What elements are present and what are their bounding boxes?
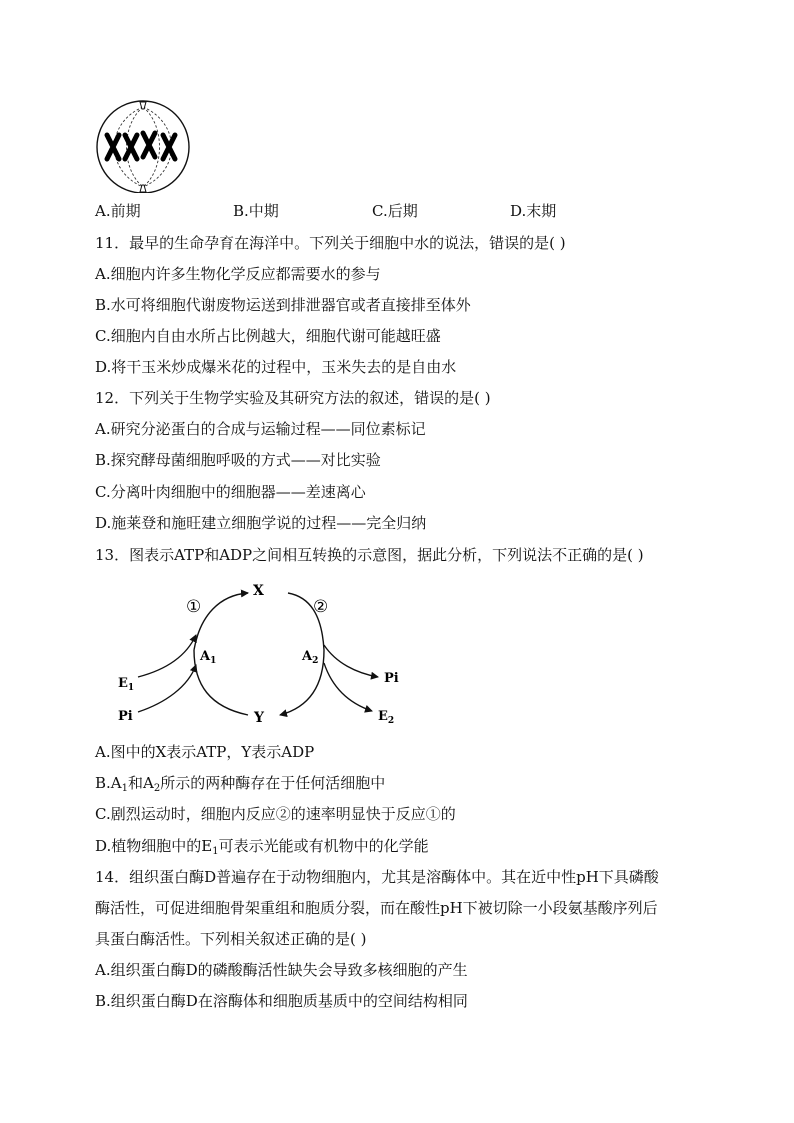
arrow-e1-in [138,635,196,677]
q10-option-a: A.前期 [95,202,141,220]
q13-c-part2: 的速率明显快于反应 [290,805,426,823]
q14-stem-line1: 14．组织蛋白酶D普遍存在于动物细胞内，尤其是溶酶体中。其在近中性pH下具磷酸 [95,868,659,886]
q13-d-sub1: 1 [212,846,219,857]
label-a2: A [302,649,313,664]
q10-option-d: D.末期 [510,202,557,220]
label-pi-in: Pi [118,709,133,724]
q12-option-c: C.分离叶肉细胞中的细胞器——差速离心 [95,483,366,501]
svg-text:A1 [199,649,216,666]
svg-text:A2 [301,649,318,666]
label-step2: ② [313,597,329,617]
q11-option-a: A.细胞内许多生物化学反应都需要水的参与 [95,265,381,283]
q12-stem: 12．下列关于生物学实验及其研究方法的叙述，错误的是( ) [95,389,491,407]
chromosomes [107,133,175,159]
q13-b-part1: B.A [95,774,122,792]
q13-c-mark2: ② [275,805,291,823]
q13-b-sub1: 1 [121,783,128,794]
q13-stem: 13．图表示ATP和ADP之间相互转换的示意图，据此分析，下列说法不正确的是( ) [95,546,644,564]
centriole-bottom [140,185,146,192]
label-e2-sub: 2 [387,716,395,726]
q13-option-d [95,836,429,856]
q13-b-sub2: 2 [153,783,161,794]
q12-option-a: A.研究分泌蛋白的合成与运输过程——同位素标记 [95,420,426,438]
label-e2: E [378,709,388,724]
q13-c-part3: 的 [440,805,456,823]
atp-adp-cycle-diagram [110,575,410,735]
q14-option-a: A.组织蛋白酶D的磷酸酶活性缺失会导致多核细胞的产生 [95,961,468,979]
q10-option-b: B.中期 [233,202,279,220]
q13-d-part1: D.植物细胞中的E [95,837,213,855]
q11-option-b: B.水可将细胞代谢废物运送到排泄器官或者直接排至体外 [95,296,471,314]
svg-text:E1 [118,676,134,693]
q11-option-d: D.将干玉米炒成爆米花的过程中，玉米失去的是自由水 [95,358,457,376]
arrow-pi-out [324,645,378,677]
label-a1-sub: 1 [210,656,217,666]
label-x: X [253,583,264,599]
label-e1: E [118,676,128,691]
q13-d-part2: 可表示光能或有机物中的化学能 [218,837,429,855]
label-y: Y [254,710,264,726]
label-a1: A [200,649,211,664]
q12-option-d: D.施莱登和施旺建立细胞学说的过程——完全归纳 [95,514,427,532]
q14-option-b: B.组织蛋白酶D在溶酶体和细胞质基质中的空间结构相同 [95,992,468,1010]
q10-option-c: C.后期 [372,202,418,220]
q11-option-c: C.细胞内自由水所占比例越大，细胞代谢可能越旺盛 [95,327,441,345]
q11-stem: 11．最早的生命孕育在海洋中。下列关于细胞中水的说法，错误的是( ) [95,234,566,252]
q13-option-a: A.图中的X表示ATP，Y表示ADP [95,743,315,761]
label-step1: ① [186,597,202,617]
q13-b-part2: 和A [128,774,154,792]
q13-b-part3: 所示的两种酶存在于任何活细胞中 [160,774,386,792]
arrow-pi-in [138,665,196,712]
label-a2-sub: 2 [312,656,319,666]
svg-text:E2 [378,709,394,726]
q14-stem-line2: 酶活性，可促进细胞骨架重组和胞质分裂，而在酸性pH下被切除一小段氨基酸序列后 [95,899,658,917]
q13-c-part1: C.剧烈运动时，细胞内反应 [95,805,276,823]
arc-to-x [194,593,248,650]
cell-division-figure [93,97,193,193]
q14-stem-line3: 具蛋白酶活性。下列相关叙述正确的是( ) [95,930,367,948]
q13-option-c [95,804,456,824]
q13-c-mark1: ① [425,805,441,823]
label-e1-sub: 1 [127,683,135,693]
spindle-fibers [115,107,172,187]
q12-option-b: B.探究酵母菌细胞呼吸的方式——对比实验 [95,451,381,469]
q13-option-b [95,773,385,793]
label-pi-out: Pi [384,671,399,686]
arrow-e2-out [324,663,372,711]
